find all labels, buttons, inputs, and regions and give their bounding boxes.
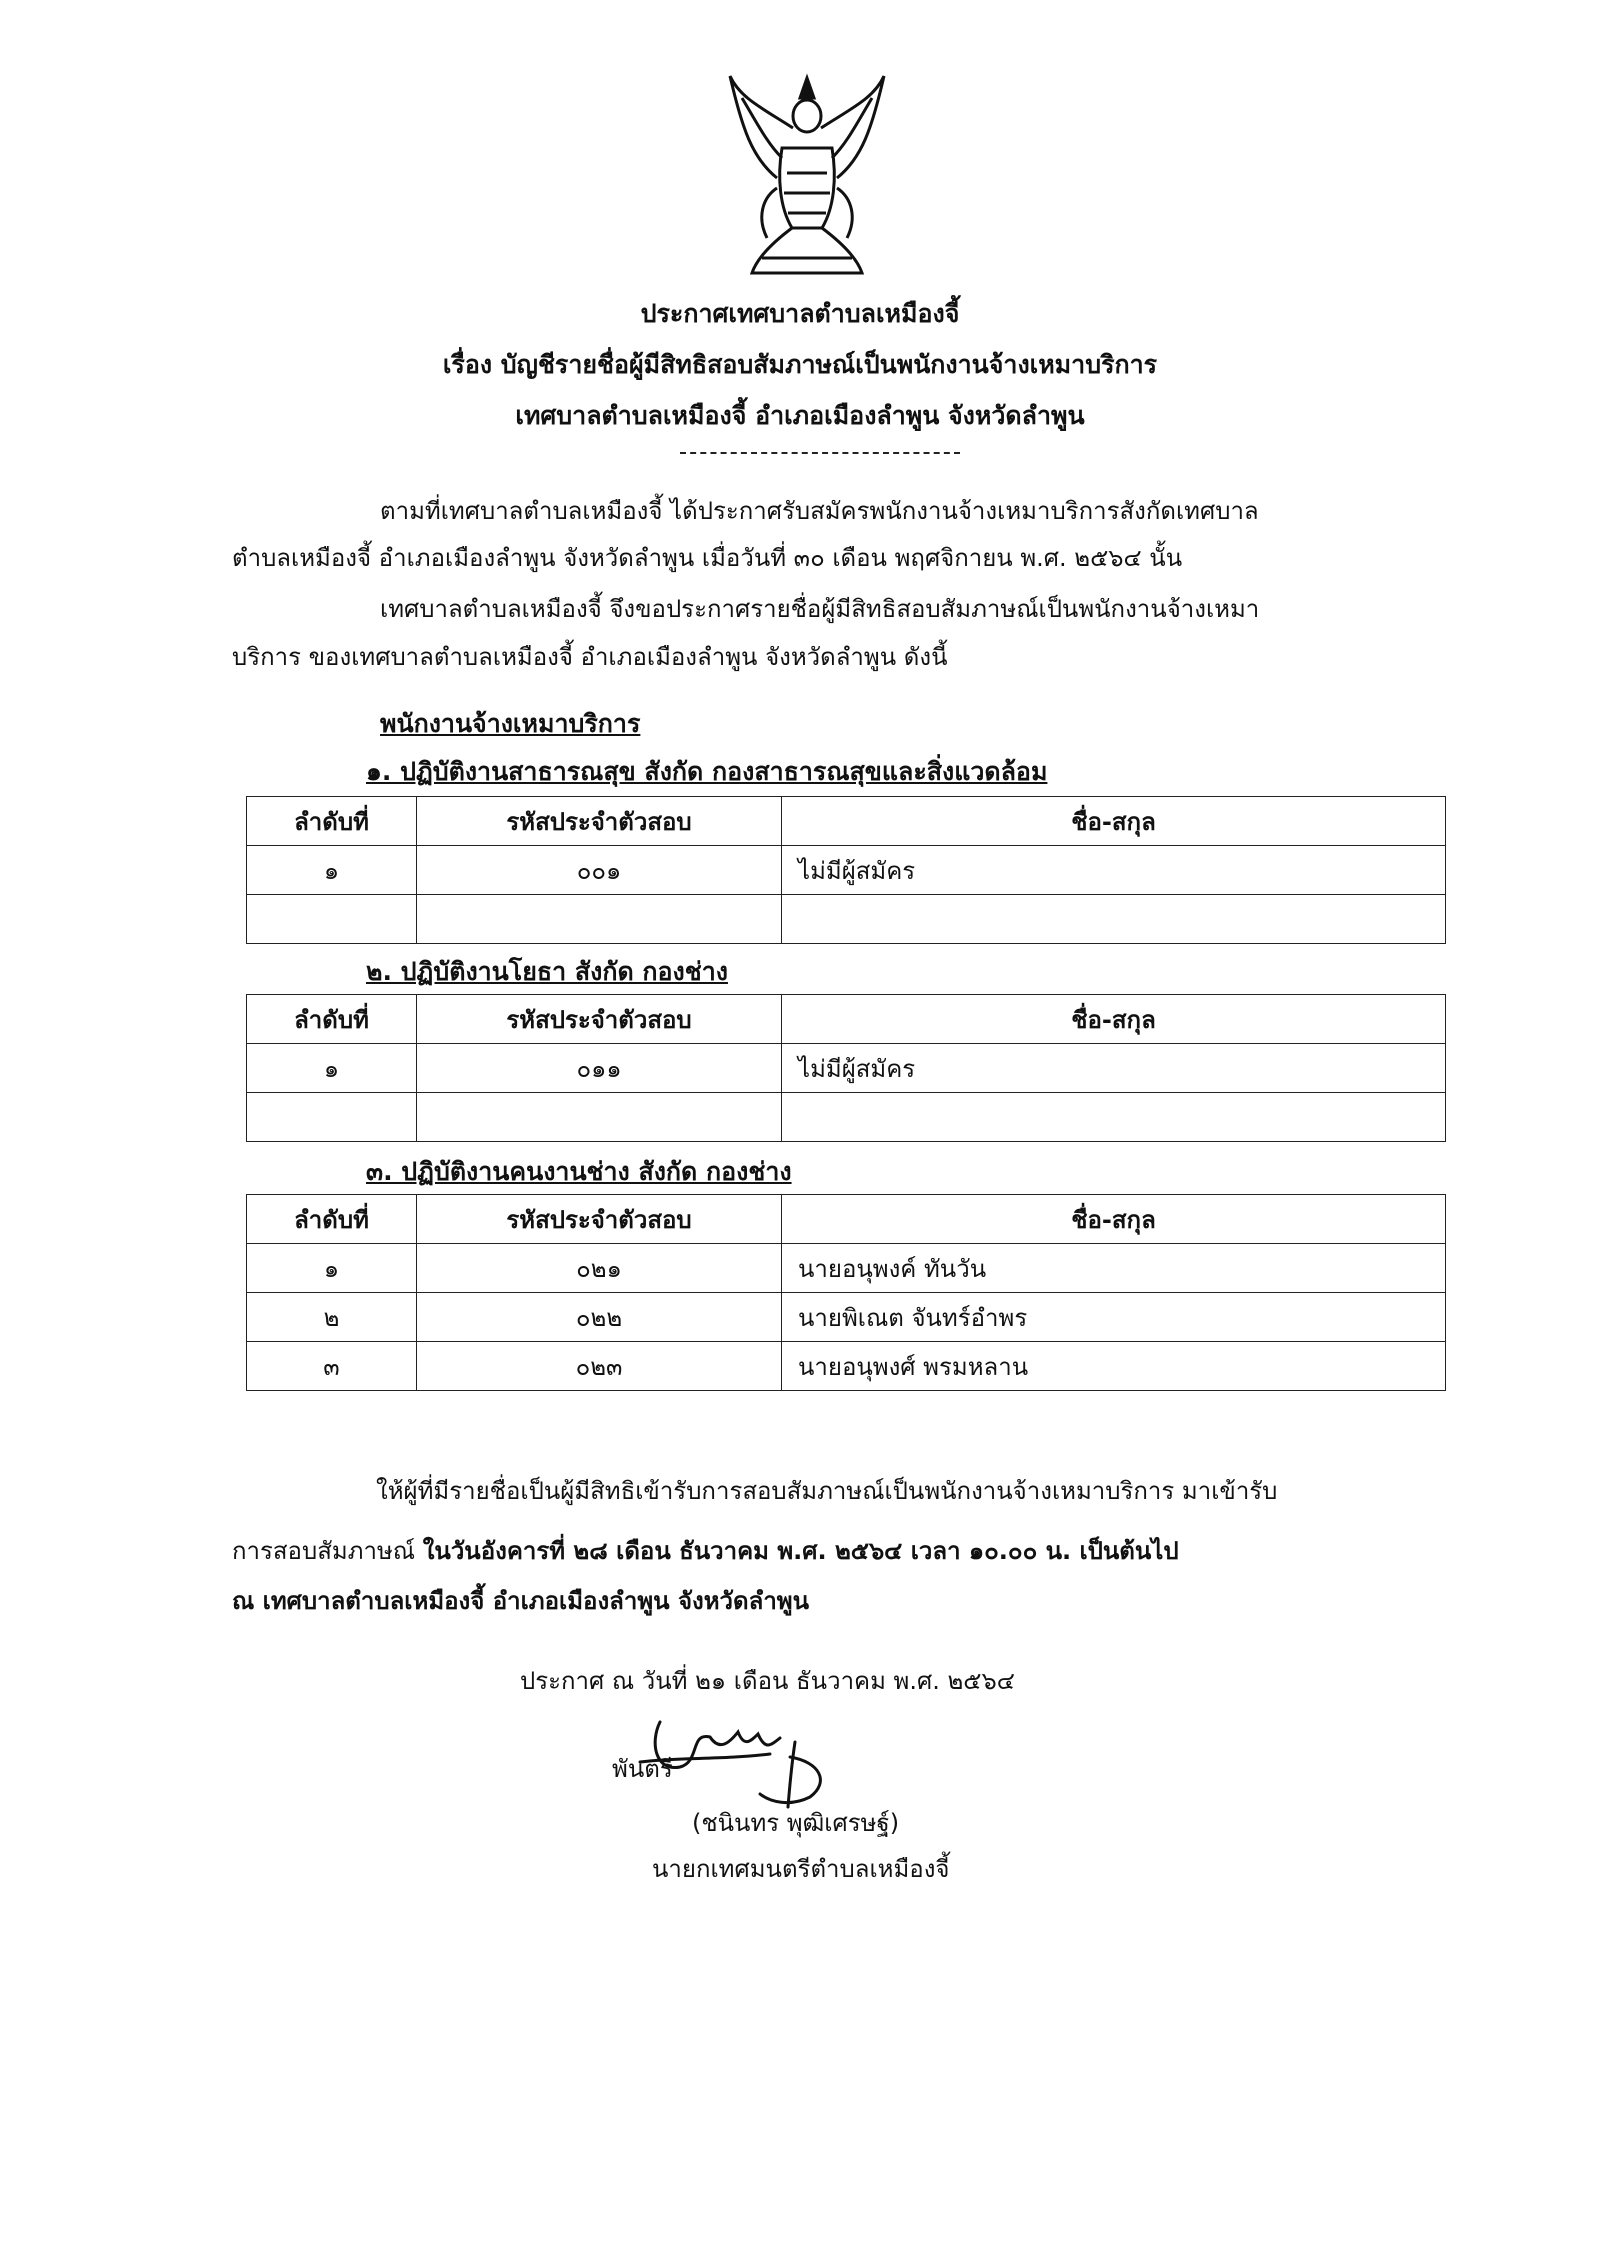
- column-header-code: รหัสประจำตัวสอบ: [417, 797, 782, 846]
- intro-line-2: ตำบลเหมืองจี้ อำเภอเมืองลำพูน จังหวัดลำพูน เมื่อวันที่ ๓๐ เดือน พฤศจิกายน พ.ศ. ๒๕๖๔ นั้น: [232, 544, 1183, 572]
- row-name: ไม่มีผู้สมัคร: [782, 846, 1446, 895]
- section-1-title: ๑. ปฏิบัติงานสาธารณสุข สังกัด กองสาธารณสุขและสิ่งแวดล้อม: [366, 757, 1048, 786]
- row-no: ๓: [247, 1342, 417, 1391]
- row-no: ๑: [247, 1244, 417, 1293]
- table-row: [247, 1342, 1446, 1391]
- intro-line-4: บริการ ของเทศบาลตำบลเหมืองจี้ อำเภอเมืองลำพูน จังหวัดลำพูน ดังนี้: [232, 643, 948, 671]
- closing-line-1: ให้ผู้ที่มีรายชื่อเป็นผู้มีสิทธิเข้ารับการสอบสัมภาษณ์เป็นพนักงานจ้างเหมาบริการ มาเข้ารับ: [376, 1477, 1278, 1505]
- interview-date: ในวันอังคารที่ ๒๘ เดือน ธันวาคม พ.ศ. ๒๕๖๔ เวลา ๑๐.๐๐ น. เป็นต้นไป: [422, 1537, 1179, 1565]
- row-code: ๐๒๓: [417, 1342, 782, 1391]
- signer-position: นายกเทศมนตรีตำบลเหมืองจี้: [652, 1855, 950, 1883]
- table-row: [247, 895, 1446, 944]
- announce-date: ประกาศ ณ วันที่ ๒๑ เดือน ธันวาคม พ.ศ. ๒๕๖๔: [520, 1667, 1015, 1695]
- subject-line: เรื่อง บัญชีรายชื่อผู้มีสิทธิสอบสัมภาษณ์เป็นพนักงานจ้างเหมาบริการ: [442, 350, 1158, 379]
- table-row: [247, 1093, 1446, 1142]
- closing-line-2: [232, 1534, 1179, 1568]
- row-no: [247, 895, 417, 944]
- column-header-no: ลำดับที่: [247, 797, 417, 846]
- signer-name: (ชนินทร พุฒิเศรษฐ์): [692, 1809, 900, 1837]
- row-name: นายอนุพงค์ ทันวัน: [782, 1244, 1446, 1293]
- section-3-table: [246, 1194, 1446, 1391]
- table-row: [247, 1244, 1446, 1293]
- row-code: ๐๒๒: [417, 1293, 782, 1342]
- row-no: ๑: [247, 846, 417, 895]
- row-code: [417, 1093, 782, 1142]
- column-header-name: ชื่อ-สกุล: [782, 995, 1446, 1044]
- closing-line-3: ณ เทศบาลตำบลเหมืองจี้ อำเภอเมืองลำพูน จังหวัดลำพูน: [232, 1587, 810, 1615]
- row-name: [782, 1093, 1446, 1142]
- intro-line-1: ตามที่เทศบาลตำบลเหมืองจี้ ได้ประกาศรับสมัครพนักงานจ้างเหมาบริการสังกัดเทศบาล: [380, 497, 1259, 525]
- row-code: [417, 895, 782, 944]
- table-row: [247, 1293, 1446, 1342]
- column-header-no: ลำดับที่: [247, 995, 417, 1044]
- section-2-table: [246, 994, 1446, 1142]
- garuda-emblem-icon: [722, 68, 892, 286]
- row-code: ๐๒๑: [417, 1244, 782, 1293]
- row-no: ๒: [247, 1293, 417, 1342]
- signer-rank: พันตรี: [612, 1755, 673, 1783]
- separator-line: [680, 452, 960, 454]
- column-header-code: รหัสประจำตัวสอบ: [417, 1195, 782, 1244]
- column-header-code: รหัสประจำตัวสอบ: [417, 995, 782, 1044]
- section-3-title: ๓. ปฏิบัติงานคนงานช่าง สังกัด กองช่าง: [366, 1157, 792, 1186]
- row-name: นายอนุพงศ์ พรมหลาน: [782, 1342, 1446, 1391]
- section-1-table: [246, 796, 1446, 944]
- row-name: ไม่มีผู้สมัคร: [782, 1044, 1446, 1093]
- row-name: นายพิเณต จันทร์อำพร: [782, 1293, 1446, 1342]
- section-2-title: ๒. ปฏิบัติงานโยธา สังกัด กองช่าง: [366, 957, 728, 986]
- column-header-no: ลำดับที่: [247, 1195, 417, 1244]
- row-no: ๑: [247, 1044, 417, 1093]
- column-header-name: ชื่อ-สกุล: [782, 797, 1446, 846]
- organization-line: เทศบาลตำบลเหมืองจี้ อำเภอเมืองลำพูน จังหวัดลำพูน: [515, 401, 1085, 430]
- closing-line-2-prefix: การสอบสัมภาษณ์: [232, 1537, 423, 1565]
- table-row: [247, 1044, 1446, 1093]
- announcement-title: ประกาศเทศบาลตำบลเหมืองจี้: [640, 299, 960, 328]
- row-no: [247, 1093, 417, 1142]
- row-code: ๐๑๑: [417, 1044, 782, 1093]
- column-header-name: ชื่อ-สกุล: [782, 1195, 1446, 1244]
- category-title: พนักงานจ้างเหมาบริการ: [380, 709, 641, 738]
- row-name: [782, 895, 1446, 944]
- table-row: [247, 846, 1446, 895]
- row-code: ๐๐๑: [417, 846, 782, 895]
- intro-line-3: เทศบาลตำบลเหมืองจี้ จึงขอประกาศรายชื่อผู้มีสิทธิสอบสัมภาษณ์เป็นพนักงานจ้างเหมา: [380, 595, 1260, 623]
